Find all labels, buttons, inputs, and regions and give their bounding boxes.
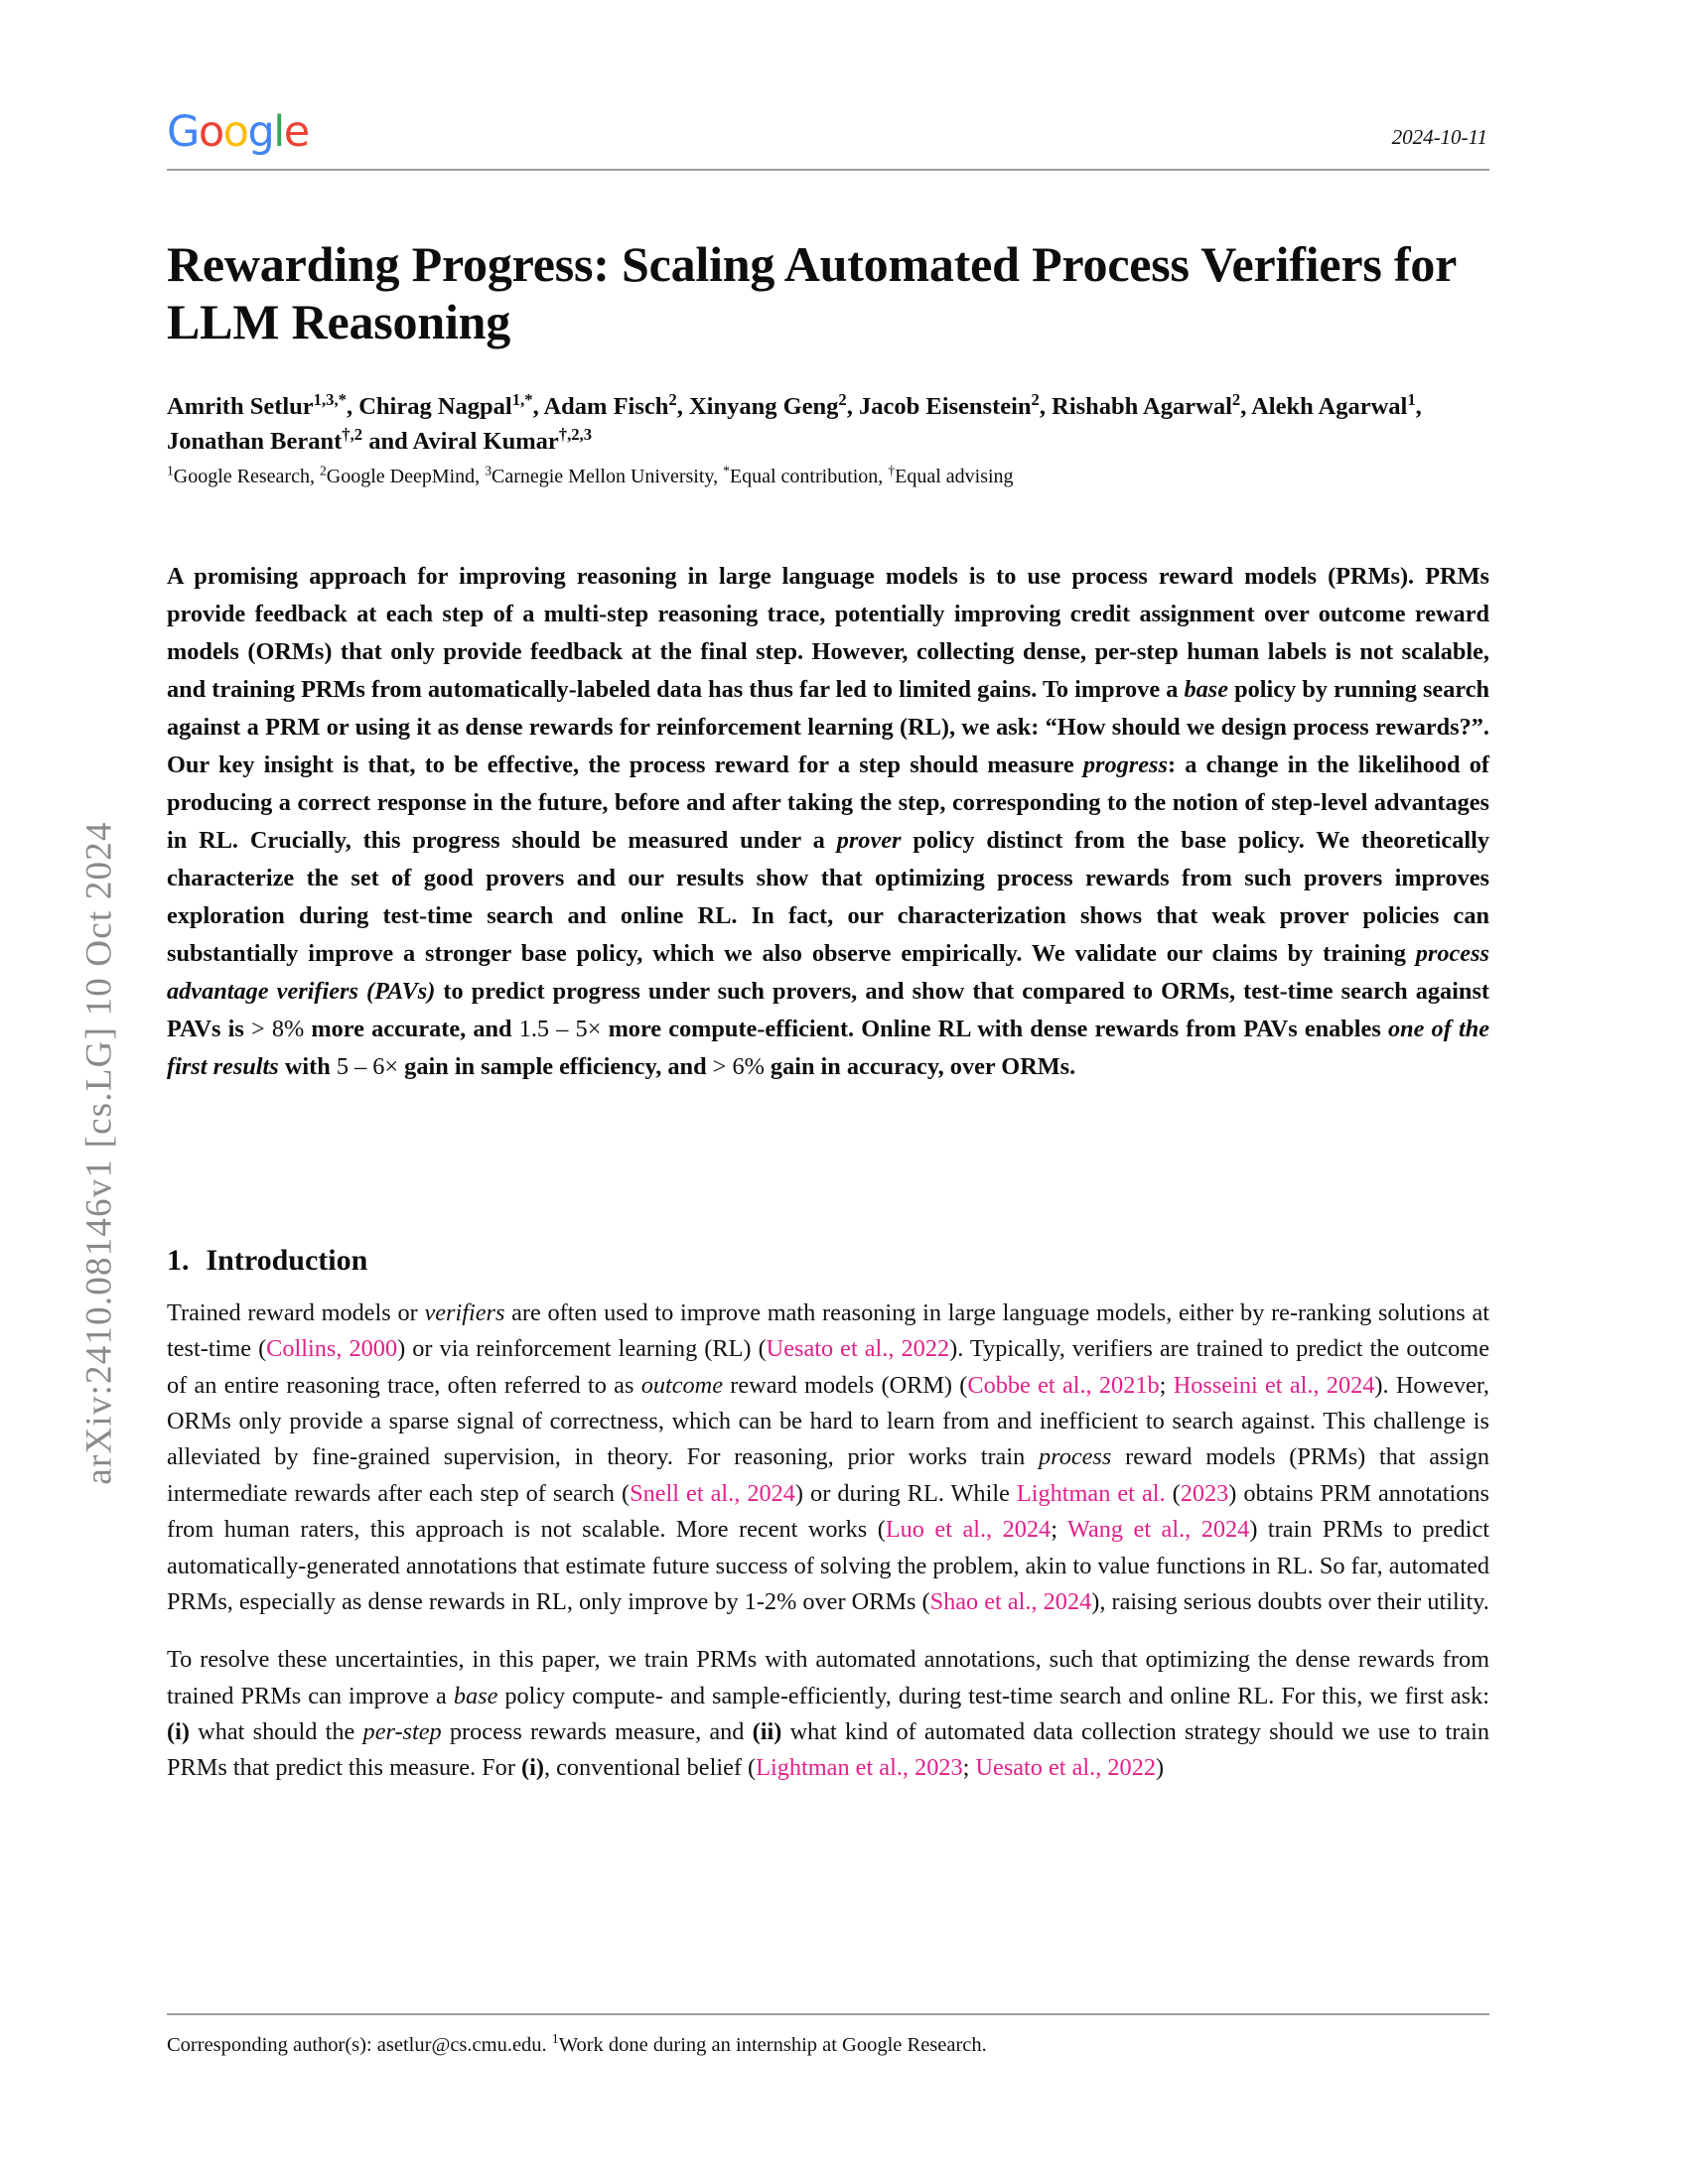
footer-divider: [167, 2013, 1489, 2015]
page-header: [167, 107, 1489, 171]
google-logo: [167, 107, 309, 157]
section-number: 1.: [167, 1243, 190, 1277]
abstract-text: A promising approach for improving reasoning in large language models is to use process reward models (PRMs). PRMs provide feedback at each step of a multi-step reasoning trace, potentially improving credit assignment over outcome reward models (ORMs) that only provide feedback at the final step. However, collecting dense, per-step human labels is not scalable, and training PRMs from automatically-labeled data has thus far led to limited gains. To improve a base policy by running search against a PRM or using it as dense rewards for reinforcement learning (RL), we ask: “How should we design process rewards?”. Our key insight is that, to be effective, the process reward for a step should measure progress: a change in the likelihood of producing a correct response in the future, before and after taking the step, corresponding to the notion of step-level advantages in RL. Crucially, this progress should be measured under a prover policy distinct from the base policy. We theoretically characterize the set of good provers and our results show that optimizing process rewards from such provers improves exploration during test-time search and online RL. In fact, our characterization shows that weak prover policies can substantially improve a stronger base policy, which we also observe empirically. We validate our claims by training process advantage verifiers (PAVs) to predict progress under such provers, and show that compared to ORMs, test-time search against PAVs is > 8% more accurate, and 1.5 – 5× more compute-efficient. Online RL with dense rewards from PAVs enables one of the first results with 5 – 6× gain in sample efficiency, and > 6% gain in accuracy, over ORMs.: [167, 563, 1489, 1081]
google-logo-letter-o1: o: [198, 107, 223, 157]
affiliation-list: $^1$Google Research, $^2$Google DeepMind, $^3$Carnegie Mellon University, *Equal contribution, †Equal advising: [167, 463, 1014, 487]
paragraph: To resolve these uncertainties, in this paper, we train PRMs with automated annotations, such that optimizing the dense rewards from trained PRMs can improve a base policy compute- and sample-efficiently, during test-time search and online RL. For this, we first ask: (i) what should the per-step process rewards measure, and (ii) what kind of automated data collection strategy should we use to train PRMs that predict this measure. For (i), conventional belief (Lightman et al., 2023; Uesato et al., 2022): [167, 1646, 1490, 1782]
page-title: Rewarding Progress: Scaling Automated Process Verifiers for LLM Reasoning: [167, 235, 1457, 349]
footnote-text: Corresponding author(s): asetlur@cs.cmu.edu. $^1$Work done during an internship at Google Research.: [167, 2032, 987, 2056]
google-logo-letter-o2: o: [222, 107, 248, 157]
header-date: 2024-10-11: [1391, 125, 1487, 149]
paragraph: Trained reward models or verifiers are often used to improve math reasoning in large language models, either by re-ranking solutions at test-time (Collins, 2000) or via reinforcement learning (RL) (Uesato et al., 2022). Typically, verifiers are trained to predict the outcome of an entire reasoning trace, often referred to as outcome reward models (ORM) (Cobbe et al., 2021b; Hosseini et al., 2024). However, ORMs only provide a sparse signal of correctness, which can be hard to learn from and inefficient to search against. This challenge is alleviated by fine-grained supervision, in theory. For reasoning, prior works train process reward models (PRMs) that assign intermediate rewards after each step of search (Snell et al., 2024) or during RL. While Lightman et al. (2023) obtains PRM annotations from human raters, this approach is not scalable. More recent works (Luo et al., 2024; Wang et al., 2024) train PRMs to predict automatically-generated annotations that estimate future success of solving the problem, akin to value functions in RL. So far, automated PRMs, especially as dense rewards in RL, only improve by 1-2% over ORMs (Shao et al., 2024), raising serious doubts over their utility.: [167, 1299, 1490, 1615]
author-list: Amrith Setlur$^{1,3,*}$, Chirag Nagpal$^{1,*}$, Adam Fisch$^2$, Xinyang Geng$^2$, Jacob Eisenstein$^2$, Rishabh Agarwal$^2$, Alekh Agarwal$^1$, Jonathan Berant$^{\dagger,2}$ and Aviral Kumar$^{\dagger,2,3}$: [167, 389, 1422, 455]
google-logo-letter-l: l: [273, 107, 284, 157]
google-logo-letter-e: e: [283, 107, 309, 157]
google-logo-letter-g2: g: [247, 107, 274, 157]
google-logo-letter-g1: G: [167, 107, 199, 157]
document-page: [167, 0, 1489, 2184]
section-heading-introduction: [167, 1244, 367, 1278]
arxiv-stamp-text: arXiv:2410.08146v1 [cs.LG] 10 Oct 2024: [78, 821, 120, 1485]
section-title: Introduction: [206, 1243, 368, 1277]
section-body-introduction: [167, 1296, 1489, 1787]
arxiv-stamp: [0, 0, 139, 2184]
